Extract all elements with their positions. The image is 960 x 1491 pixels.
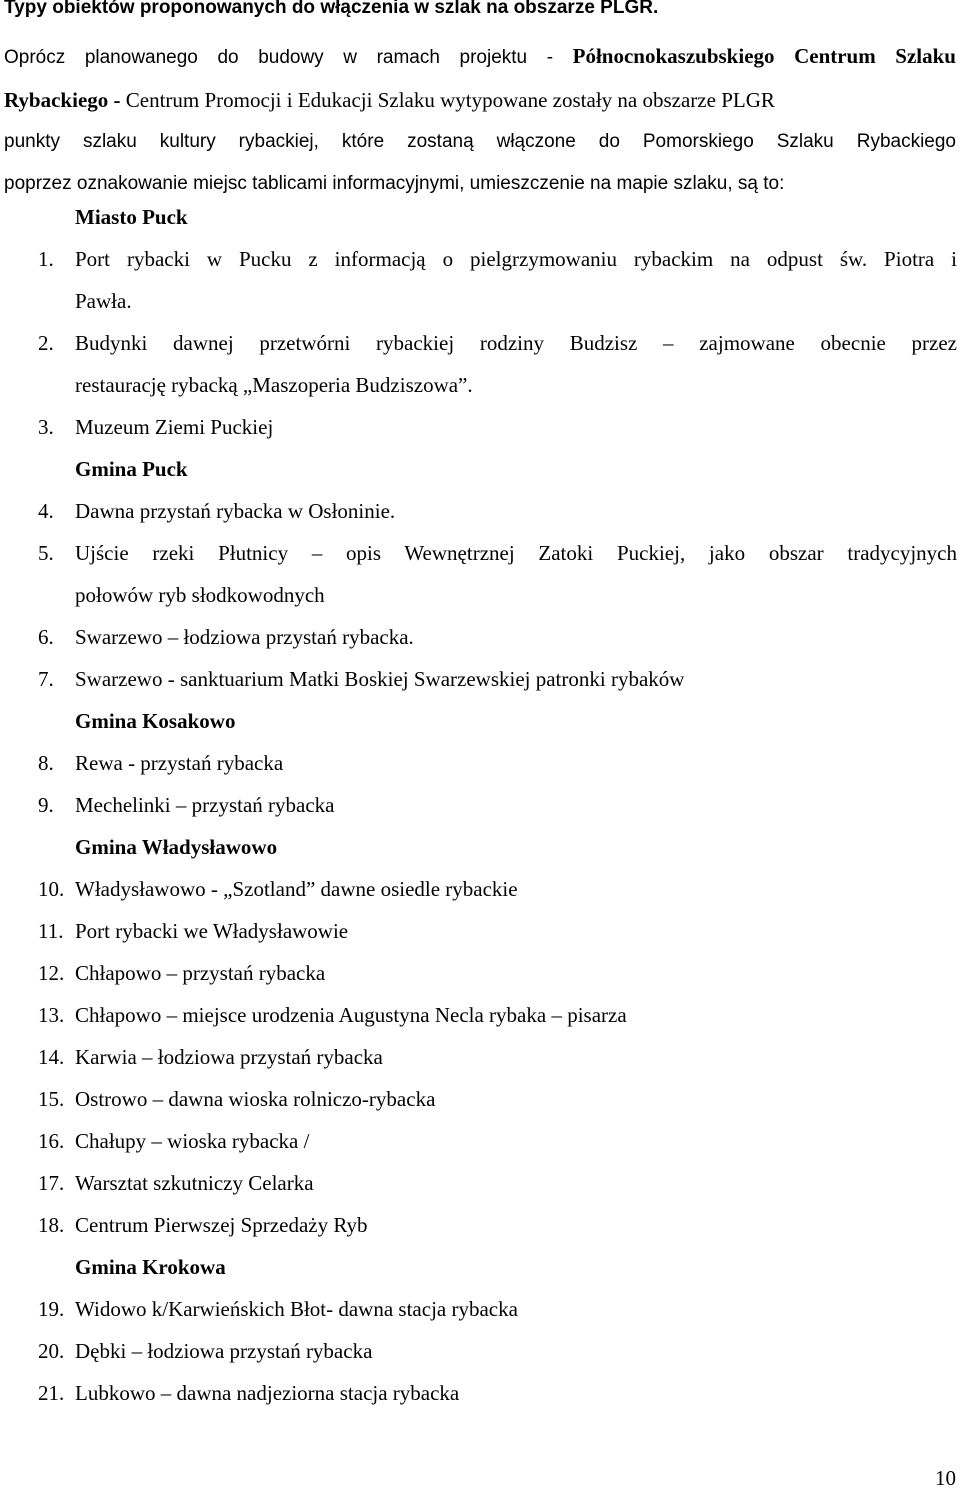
intro-line-2 <box>4 79 956 121</box>
item-text: Karwia – łodziowa przystań rybacka <box>75 1045 383 1069</box>
item-text: Budynki dawnej przetwórni rybackiej rodziny Budzisz – zajmowane obecnie przez <box>75 331 957 355</box>
item-number: 14. <box>38 1045 65 1069</box>
list-item <box>0 406 960 448</box>
item-number: 4. <box>38 499 54 523</box>
item-text: Rewa - przystań rybacka <box>75 751 284 775</box>
list-item-continuation <box>0 280 960 322</box>
list-item <box>0 952 960 994</box>
list-item <box>0 616 960 658</box>
intro-line-1 <box>4 35 956 79</box>
item-text: Centrum Pierwszej Sprzedaży Ryb <box>75 1213 368 1237</box>
list-item <box>0 658 960 700</box>
item-number: 17. <box>38 1171 65 1195</box>
item-number: 20. <box>38 1339 65 1363</box>
item-text: Dębki – łodziowa przystań rybacka <box>75 1339 373 1363</box>
list-item <box>0 238 960 280</box>
item-number: 16. <box>38 1129 65 1153</box>
item-text: Port rybacki w Pucku z informacją o pielgrzymowaniu rybackim na odpust św. Piotra i <box>75 247 957 271</box>
item-number: 8. <box>38 751 54 775</box>
list-item <box>0 1288 960 1330</box>
list-item <box>0 742 960 784</box>
item-number: 21. <box>38 1381 65 1405</box>
intro-line-1-start: Oprócz planowanego do budowy w ramach projektu - <box>4 47 573 68</box>
intro-paragraph <box>4 35 956 205</box>
item-number: 7. <box>38 667 54 691</box>
item-text: Port rybacki we Władysławowie <box>75 919 349 943</box>
item-text: Chłapowo – miejsce urodzenia Augustyna Necla rybaka – pisarza <box>75 1003 627 1027</box>
list-item <box>0 1330 960 1372</box>
item-number: 13. <box>38 1003 65 1027</box>
group-header <box>0 700 960 742</box>
item-text: Lubkowo – dawna nadjeziorna stacja rybacka <box>75 1381 460 1405</box>
item-text-cont: Pawła. <box>75 289 132 313</box>
item-text: Ostrowo – dawna wioska rolniczo-rybacka <box>75 1087 436 1111</box>
list-item <box>0 784 960 826</box>
list-item <box>0 1162 960 1204</box>
item-number: 1. <box>38 247 54 271</box>
list-item <box>0 322 960 364</box>
list-item <box>0 910 960 952</box>
item-text: Władysławowo - „Szotland” dawne osiedle rybackie <box>75 877 518 901</box>
group-title: Gmina Puck <box>75 457 188 481</box>
item-number: 5. <box>38 541 54 565</box>
item-number: 19. <box>38 1297 65 1321</box>
item-text: Dawna przystań rybacka w Osłoninie. <box>75 499 396 523</box>
item-number: 9. <box>38 793 54 817</box>
group-title: Miasto Puck <box>75 205 188 229</box>
item-number: 2. <box>38 331 54 355</box>
list-item <box>0 1204 960 1246</box>
intro-line-4: poprzez oznakowanie miejsc tablicami informacyjnymi, umieszczenie na mapie szlaku, są to: <box>4 173 785 194</box>
list-item-continuation <box>0 364 960 406</box>
section-heading: Typy obiektów proponowanych do włączenia w szlak na obszarze PLGR. <box>4 0 659 18</box>
item-number: 12. <box>38 961 65 985</box>
item-text: Chałupy – wioska rybacka / <box>75 1129 310 1153</box>
group-title: Gmina Kosakowo <box>75 709 236 733</box>
group-header <box>0 826 960 868</box>
item-text: Swarzewo - sanktuarium Matki Boskiej Swarzewskiej patronki rybaków <box>75 667 685 691</box>
intro-center-name-cont: Rybackiego - <box>4 88 121 112</box>
item-number: 15. <box>38 1087 65 1111</box>
list-item <box>0 1078 960 1120</box>
item-text: Chłapowo – przystań rybacka <box>75 961 326 985</box>
list-item <box>0 868 960 910</box>
item-number: 6. <box>38 625 54 649</box>
group-header <box>0 448 960 490</box>
group-title: Gmina Władysławowo <box>75 835 278 859</box>
list-item <box>0 1372 960 1414</box>
intro-line-3: punkty szlaku kultury rybackiej, które zostaną włączone do Pomorskiego Szlaku Rybackiego <box>4 131 956 152</box>
list-item <box>0 490 960 532</box>
page-number: 10 <box>935 1466 956 1490</box>
intro-center-name: Północnokaszubskiego Centrum Szlaku <box>572 44 956 68</box>
group-title: Gmina Krokowa <box>75 1255 226 1279</box>
item-number: 11. <box>38 919 64 943</box>
group-header <box>0 1246 960 1288</box>
list-item-continuation <box>0 574 960 616</box>
item-text: Muzeum Ziemi Puckiej <box>75 415 274 439</box>
item-text-cont: restaurację rybacką „Maszoperia Budziszowa”. <box>75 373 473 397</box>
list-item <box>0 994 960 1036</box>
object-list <box>0 196 960 1414</box>
item-number: 18. <box>38 1213 65 1237</box>
item-number: 3. <box>38 415 54 439</box>
item-text: Mechelinki – przystań rybacka <box>75 793 335 817</box>
item-text-cont: połowów ryb słodkowodnych <box>75 583 325 607</box>
intro-line-2-rest: Centrum Promocji i Edukacji Szlaku wytypowane zostały na obszarze PLGR <box>120 88 775 112</box>
group-header <box>0 196 960 238</box>
list-item <box>0 1036 960 1078</box>
item-number: 10. <box>38 877 65 901</box>
item-text: Swarzewo – łodziowa przystań rybacka. <box>75 625 414 649</box>
list-item <box>0 532 960 574</box>
item-text: Widowo k/Karwieńskich Błot- dawna stacja rybacka <box>75 1297 518 1321</box>
list-item <box>0 1120 960 1162</box>
item-text: Ujście rzeki Płutnicy – opis Wewnętrznej Zatoki Puckiej, jako obszar tradycyjnych <box>75 541 957 565</box>
item-text: Warsztat szkutniczy Celarka <box>75 1171 314 1195</box>
